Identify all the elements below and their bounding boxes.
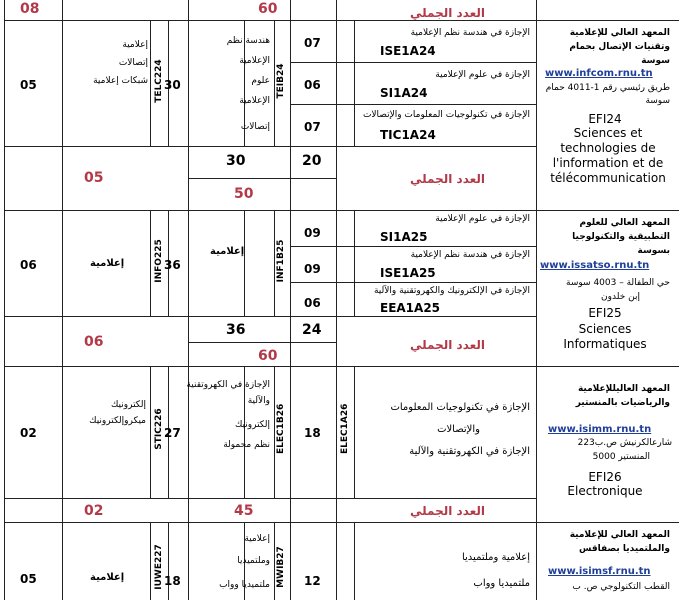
row-divider bbox=[4, 522, 679, 523]
spec-item: إعلامية bbox=[90, 258, 125, 269]
row-title: الإجازة في الإلكترونيك والكهروتقنية والآلية bbox=[373, 286, 530, 296]
institute-url[interactable]: www.infcom.rnu.tn bbox=[545, 68, 653, 79]
row-title: الإجازة في الكهروتقنية والآلية bbox=[409, 446, 530, 457]
row-divider bbox=[4, 366, 679, 367]
spec-item: إتصالات bbox=[118, 58, 148, 68]
row-code: EEA1A25 bbox=[380, 301, 441, 315]
col-divider bbox=[290, 0, 291, 600]
col-divider bbox=[150, 20, 151, 146]
subtotal-label: العدد الجملي bbox=[410, 338, 486, 352]
row-divider bbox=[290, 104, 536, 105]
institute-domain: Sciences Informatiques bbox=[563, 322, 647, 351]
row-num: 07 bbox=[304, 36, 321, 50]
col-divider bbox=[274, 20, 275, 146]
col-divider bbox=[150, 366, 151, 498]
row-num: 06 bbox=[304, 78, 321, 92]
table-border-left bbox=[4, 0, 5, 600]
institute-address: حي الطفالة – 4003 سوسة bbox=[566, 278, 670, 288]
row-num: 18 bbox=[304, 426, 321, 440]
subtotal-left: 02 bbox=[84, 503, 104, 519]
col-divider bbox=[274, 366, 275, 498]
col-divider bbox=[244, 210, 245, 316]
spec-item: إعلامية bbox=[122, 40, 148, 50]
subtotal-total: 50 bbox=[234, 186, 254, 202]
institute-name: المعهد العالي للإعلامية والملتميديا بصفاقس bbox=[569, 530, 670, 554]
row-title: الإجازة في علوم الإعلامية bbox=[435, 70, 530, 80]
field-item: إلكترونيك bbox=[234, 420, 270, 430]
col-divider bbox=[354, 522, 355, 600]
col-divider bbox=[354, 20, 355, 146]
row-title: الإجازة في هندسة نظم الإعلامية bbox=[410, 28, 530, 38]
row-divider bbox=[4, 20, 679, 21]
col-code: IUWE227 bbox=[154, 544, 164, 590]
row-title: الإجازة في تكنولوجيات المعلومات bbox=[390, 402, 530, 413]
field-item: إتصالات bbox=[240, 122, 270, 132]
field-item: ملتميديا وواب bbox=[219, 580, 270, 590]
field-item: الإجازة في الكهروتقنية bbox=[186, 380, 270, 390]
subtotal-total: 60 bbox=[258, 348, 278, 364]
field-item: الإعلامية bbox=[239, 56, 270, 66]
row-divider bbox=[188, 178, 336, 179]
row-divider bbox=[4, 210, 679, 211]
row-divider bbox=[290, 62, 536, 63]
institute-code: EFI24 bbox=[588, 112, 622, 126]
row-title: والإتصالات bbox=[437, 424, 480, 435]
row-code: ELEC1A26 bbox=[340, 403, 350, 454]
institute-address: شارعالكرنيش ص.ب223 bbox=[577, 438, 672, 448]
field-item: والآلية bbox=[247, 396, 270, 406]
row-divider bbox=[4, 146, 536, 147]
row-divider bbox=[290, 246, 536, 247]
field-item: إعلامية bbox=[244, 534, 270, 544]
field-item: علوم bbox=[251, 76, 270, 86]
institute-address: القطب التكنولوجي ص. ب bbox=[572, 582, 670, 592]
subtotal-a: 30 bbox=[226, 153, 246, 169]
col-code2: INF1B25 bbox=[276, 239, 286, 283]
institute-code: EFI26 bbox=[588, 470, 622, 484]
spec-item: ميكروإلكترونيك bbox=[89, 416, 146, 426]
institute-url[interactable]: www.issatso.rnu.tn bbox=[540, 260, 650, 271]
row-title: الإجازة في هندسة نظم الإعلامية bbox=[410, 250, 530, 260]
field-item: هندسة نظم bbox=[226, 36, 270, 46]
institute-code: EFI25 bbox=[588, 306, 622, 320]
row-divider bbox=[188, 342, 336, 343]
row-num: 12 bbox=[304, 574, 321, 588]
field-item: إعلامية bbox=[210, 246, 245, 257]
spec-item: إلكترونيك bbox=[110, 400, 146, 410]
col-divider bbox=[188, 0, 189, 600]
subtotal-label: العدد الجملي bbox=[410, 504, 486, 518]
field-item: وملتميديا bbox=[237, 556, 270, 566]
field-item: الإعلامية bbox=[239, 96, 270, 106]
col-num: 30 bbox=[164, 78, 181, 92]
col-divider bbox=[336, 0, 337, 600]
places-value: 02 bbox=[20, 426, 37, 440]
row-num: 06 bbox=[304, 296, 321, 310]
row-code: SI1A25 bbox=[380, 230, 428, 244]
places-value: 06 bbox=[20, 258, 37, 272]
field-item: نظم محمولة bbox=[223, 440, 270, 450]
col-divider bbox=[150, 522, 151, 600]
total-label: العدد الجملي bbox=[410, 6, 486, 20]
col-divider bbox=[274, 210, 275, 316]
row-divider bbox=[290, 282, 536, 283]
total-left-value: 08 bbox=[20, 1, 40, 17]
institute-url[interactable]: www.isimsf.rnu.tn bbox=[548, 566, 651, 577]
row-code: SI1A24 bbox=[380, 86, 428, 100]
col-divider bbox=[274, 522, 275, 600]
spec-item: شبكات إعلامية bbox=[93, 76, 148, 86]
col-divider bbox=[168, 522, 169, 600]
col-divider bbox=[354, 210, 355, 316]
row-title: الإجازة في تكنولوجيات المعلومات والإتصالات bbox=[362, 110, 530, 120]
col-code2: TEIB24 bbox=[276, 63, 286, 99]
col-code2: ELEC1B26 bbox=[276, 403, 286, 454]
col-code: INFO225 bbox=[154, 239, 164, 283]
row-code: TIC1A24 bbox=[380, 128, 436, 142]
row-num: 07 bbox=[304, 120, 321, 134]
subtotal-a: 36 bbox=[226, 322, 246, 338]
institute-domain: Electronique bbox=[567, 484, 643, 498]
subtotal-total: 45 bbox=[234, 503, 254, 519]
col-code2: MWIB27 bbox=[276, 546, 286, 588]
col-code: TELC224 bbox=[154, 59, 164, 103]
subtotal-left: 05 bbox=[84, 170, 104, 186]
institute-name: المعهد العاليللإعلامية والرياضيات بالمنستير bbox=[575, 384, 670, 408]
row-title: ملتميديا وواب bbox=[473, 578, 530, 589]
col-divider bbox=[354, 366, 355, 498]
row-title: الإجازة في علوم الإعلامية bbox=[435, 214, 530, 224]
places-value: 05 bbox=[20, 78, 37, 92]
institute-domain: Sciences et technologies de l'information et de télécommunication bbox=[550, 126, 666, 185]
institute-name: المعهد العالي للعلوم التطبيقية والتكنولوجيا بسوسة bbox=[572, 218, 670, 256]
places-value: 05 bbox=[20, 572, 37, 586]
row-code: ISE1A25 bbox=[380, 266, 436, 280]
institute-name: المعهد العالي للإعلامية وتقنيات الإتصال بحمام سوسة bbox=[569, 28, 670, 66]
institute-address: طريق رئيسي رقم 1-4011 حمام سوسة bbox=[545, 83, 670, 106]
subtotal-b: 20 bbox=[302, 153, 322, 169]
institute-address2: المنستير 5000 bbox=[592, 452, 650, 462]
row-num: 09 bbox=[304, 226, 321, 240]
col-num: 18 bbox=[164, 574, 181, 588]
subtotal-label: العدد الجملي bbox=[410, 172, 486, 186]
subtotal-b: 24 bbox=[302, 322, 322, 338]
subtotal-left: 06 bbox=[84, 334, 104, 350]
col-num: 36 bbox=[164, 258, 181, 272]
institute-address2: إبن خلدون bbox=[601, 292, 640, 302]
spec-item: إعلامية bbox=[90, 572, 125, 583]
col-divider bbox=[62, 0, 63, 600]
row-divider bbox=[4, 498, 536, 499]
col-num: 27 bbox=[164, 426, 181, 440]
institute-url[interactable]: www.isimm.rnu.tn bbox=[548, 424, 652, 435]
col-code: STIC226 bbox=[154, 408, 164, 450]
row-title: إعلامية وملتميديا bbox=[461, 552, 530, 563]
col-divider bbox=[150, 210, 151, 316]
row-divider bbox=[4, 316, 536, 317]
row-code: ISE1A24 bbox=[380, 44, 436, 58]
total-value: 60 bbox=[258, 1, 278, 17]
row-num: 09 bbox=[304, 262, 321, 276]
col-divider bbox=[536, 0, 537, 600]
